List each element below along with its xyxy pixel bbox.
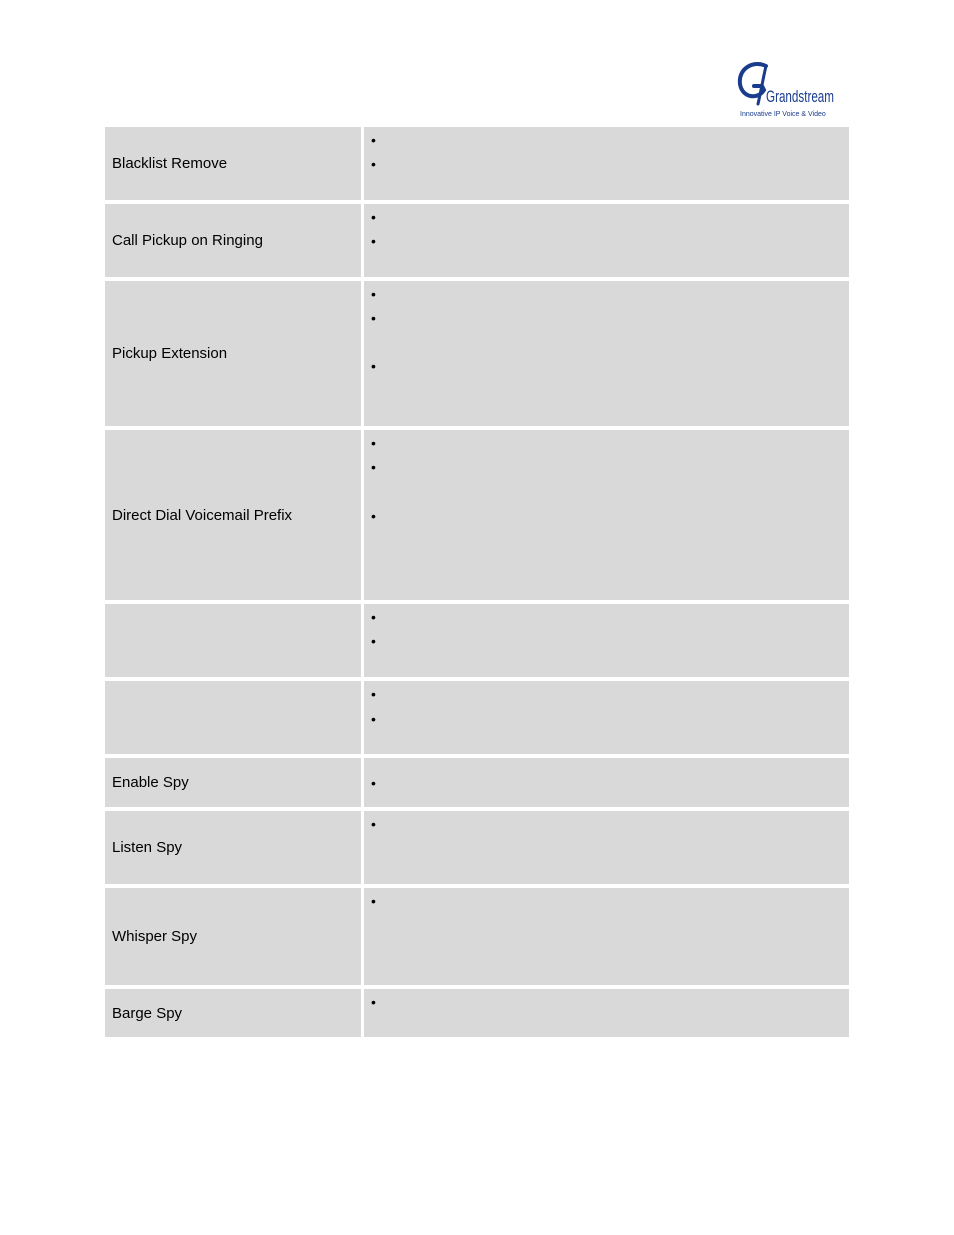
row-label: Pickup Extension <box>105 281 361 426</box>
bullet-icon: • <box>371 209 376 225</box>
row-description <box>364 281 849 426</box>
bullet-icon: • <box>371 310 376 326</box>
bullet-icon: • <box>371 711 376 727</box>
row-label: Listen Spy <box>105 811 361 884</box>
row-label: Whisper Spy <box>105 888 361 985</box>
table-row <box>105 888 849 985</box>
table-row <box>105 281 849 426</box>
bullet-icon: • <box>371 994 376 1010</box>
row-label <box>105 604 361 677</box>
row-description <box>364 204 849 277</box>
row-description <box>364 604 849 677</box>
bullet-icon: • <box>371 633 376 649</box>
table-row <box>105 430 849 600</box>
table-row <box>105 127 849 200</box>
row-description <box>364 989 849 1037</box>
bullet-icon: • <box>371 459 376 475</box>
row-description <box>364 681 849 754</box>
logo-wordmark: Grandstream <box>766 87 834 106</box>
logo-tagline: Innovative IP Voice & Video <box>740 111 826 118</box>
table-row <box>105 204 849 277</box>
row-label: Direct Dial Voicemail Prefix <box>105 430 361 600</box>
row-description <box>364 758 849 807</box>
bullet-icon: • <box>371 816 376 832</box>
row-description <box>364 430 849 600</box>
row-description <box>364 888 849 985</box>
bullet-icon: • <box>371 233 376 249</box>
row-label: Blacklist Remove <box>105 127 361 200</box>
bullet-icon: • <box>371 686 376 702</box>
bullet-icon: • <box>371 156 376 172</box>
grandstream-logo <box>736 60 836 120</box>
bullet-icon: • <box>371 286 376 302</box>
bullet-icon: • <box>371 775 376 791</box>
table-row <box>105 758 849 807</box>
bullet-icon: • <box>371 132 376 148</box>
bullet-icon: • <box>371 893 376 909</box>
bullet-icon: • <box>371 358 376 374</box>
row-description <box>364 127 849 200</box>
row-label <box>105 681 361 754</box>
table-row <box>105 811 849 884</box>
row-label: Call Pickup on Ringing <box>105 204 361 277</box>
bullet-icon: • <box>371 435 376 451</box>
table-row <box>105 681 849 754</box>
logo-icon <box>736 60 836 112</box>
bullet-icon: • <box>371 609 376 625</box>
settings-table <box>105 127 849 1041</box>
row-label: Enable Spy <box>105 758 361 807</box>
table-row <box>105 989 849 1037</box>
table-row <box>105 604 849 677</box>
row-description <box>364 811 849 884</box>
row-label: Barge Spy <box>105 989 361 1037</box>
bullet-icon: • <box>371 508 376 524</box>
